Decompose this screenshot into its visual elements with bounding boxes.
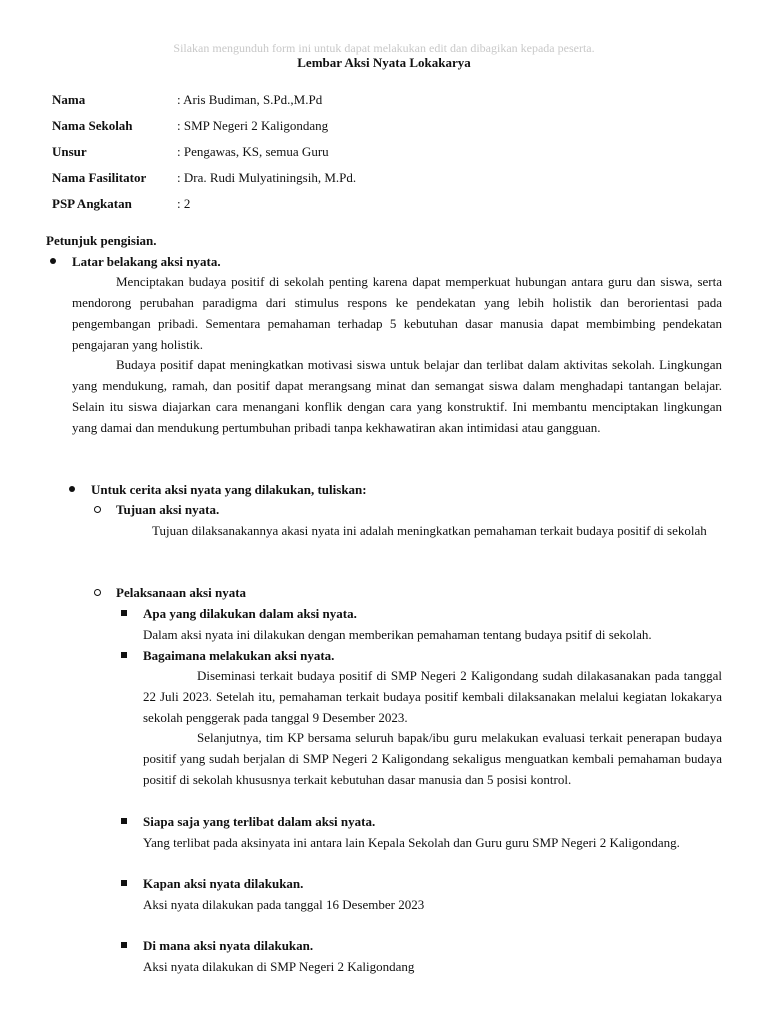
dimana-heading: Di mana aksi nyata dilakukan. bbox=[143, 938, 314, 953]
info-label: PSP Angkatan bbox=[52, 196, 132, 211]
info-value: : Dra. Rudi Mulyatiningsih, M.Pd. bbox=[177, 170, 357, 185]
info-table bbox=[52, 90, 356, 220]
kapan-heading: Kapan aksi nyata dilakukan. bbox=[143, 876, 304, 891]
info-row-nama bbox=[52, 90, 356, 116]
bullet-dot-icon bbox=[69, 486, 75, 492]
cerita-heading: Untuk cerita aksi nyata yang dilakukan, tuliskan: bbox=[91, 482, 367, 497]
pelaksanaan-heading: Pelaksanaan aksi nyata bbox=[116, 585, 247, 600]
bullet-circle-icon bbox=[94, 589, 101, 596]
info-label: Nama Sekolah bbox=[52, 118, 133, 133]
bullet-circle-icon bbox=[94, 506, 101, 513]
kapan-text: Aksi nyata dilakukan pada tanggal 16 Desember 2023 bbox=[143, 897, 425, 912]
info-value: : Pengawas, KS, semua Guru bbox=[177, 144, 329, 159]
bullet-square-icon bbox=[121, 942, 127, 948]
watermark-note: Silakan mengunduh form ini untuk dapat melakukan edit dan dibagikan kepada peserta. bbox=[173, 41, 595, 55]
bullet-square-icon bbox=[121, 652, 127, 658]
tujuan-text: Tujuan dilaksanakannya akasi nyata ini adalah meningkatkan pemahaman terkait budaya positif di sekolah bbox=[152, 523, 707, 538]
latar-paragraph-2: Budaya positif dapat meningkatkan motivasi siswa untuk belajar dan terlibat dalam aktivitas sekolah. Lingkungan yang mendukung, ramah, dan positif dapat merangsang minat dan semangat siswa dalam menghadapi tantangan belajar. Selain itu siswa diajarkan cara menangani konflik dengan cara yang konstruktif. Ini membantu menciptakan lingkungan yang damai dan mendukung pertumbuhan pribadi tanpa kekhawatiran akan intimidasi atau gangguan. bbox=[72, 357, 722, 435]
siapa-text: Yang terlibat pada aksinyata ini antara lain Kepala Sekolah dan Guru guru SMP Negeri 2 Kaligondang. bbox=[143, 835, 680, 850]
info-value: : SMP Negeri 2 Kaligondang bbox=[177, 118, 329, 133]
info-value: : 2 bbox=[177, 196, 191, 211]
petunjuk-heading: Petunjuk pengisian. bbox=[46, 233, 157, 248]
bagaimana-heading: Bagaimana melakukan aksi nyata. bbox=[143, 648, 335, 663]
bullet-square-icon bbox=[121, 818, 127, 824]
bagaimana-paragraph-2: Selanjutnya, tim KP bersama seluruh bapak/ibu guru melakukan evaluasi terkait penerapan budaya positif yang sudah berjalan di SMP Negeri 2 Kaligondang sekaligus menguatkan kembali pemahaman budaya positif di sekolah khususnya terkait kebutuhan dasar manusia dan 5 posisi kontrol. bbox=[143, 730, 722, 787]
bagaimana-paragraph-1: Diseminasi terkait budaya positif di SMP Negeri 2 Kaligondang sudah dilakasanakan pada tanggal 22 Juli 2023. Setelah itu, pemahaman terkait budaya positif kembali dilaksanakan melalui kegiatan lokakarya sekolah penggerak pada tanggal 9 Desember 2023. bbox=[143, 668, 722, 725]
dimana-text: Aksi nyata dilakukan di SMP Negeri 2 Kaligondang bbox=[143, 959, 415, 974]
info-label: Nama bbox=[52, 92, 86, 107]
bullet-square-icon bbox=[121, 880, 127, 886]
document-title: Lembar Aksi Nyata Lokakarya bbox=[297, 55, 471, 70]
info-value: : Aris Budiman, S.Pd.,M.Pd bbox=[177, 92, 323, 107]
apa-text: Dalam aksi nyata ini dilakukan dengan memberikan pemahaman tentang budaya psitif di sekolah. bbox=[143, 627, 652, 642]
info-row-sekolah bbox=[52, 116, 356, 142]
bullet-square-icon bbox=[121, 610, 127, 616]
tujuan-heading: Tujuan aksi nyata. bbox=[116, 502, 220, 517]
info-row-angkatan bbox=[52, 194, 356, 220]
info-row-unsur bbox=[52, 142, 356, 168]
info-label: Nama Fasilitator bbox=[52, 170, 147, 185]
latar-paragraph-1: Menciptakan budaya positif di sekolah penting karena dapat memperkuat hubungan antara guru dan siswa, serta mendorong perubahan paradigma dari stimulus respons ke pendekatan yang lebih holistik dan berorientasi pada pengembangan pribadi. Sementara pemahaman terhadap 5 kebutuhan dasar manusia dapat membimbing pendekatan pengajaran yang holistik. bbox=[72, 274, 722, 352]
info-label: Unsur bbox=[52, 144, 87, 159]
apa-heading: Apa yang dilakukan dalam aksi nyata. bbox=[143, 606, 357, 621]
siapa-heading: Siapa saja yang terlibat dalam aksi nyata. bbox=[143, 814, 376, 829]
info-row-fasilitator bbox=[52, 168, 356, 194]
latar-heading: Latar belakang aksi nyata. bbox=[72, 254, 221, 269]
bullet-dot-icon bbox=[50, 258, 56, 264]
